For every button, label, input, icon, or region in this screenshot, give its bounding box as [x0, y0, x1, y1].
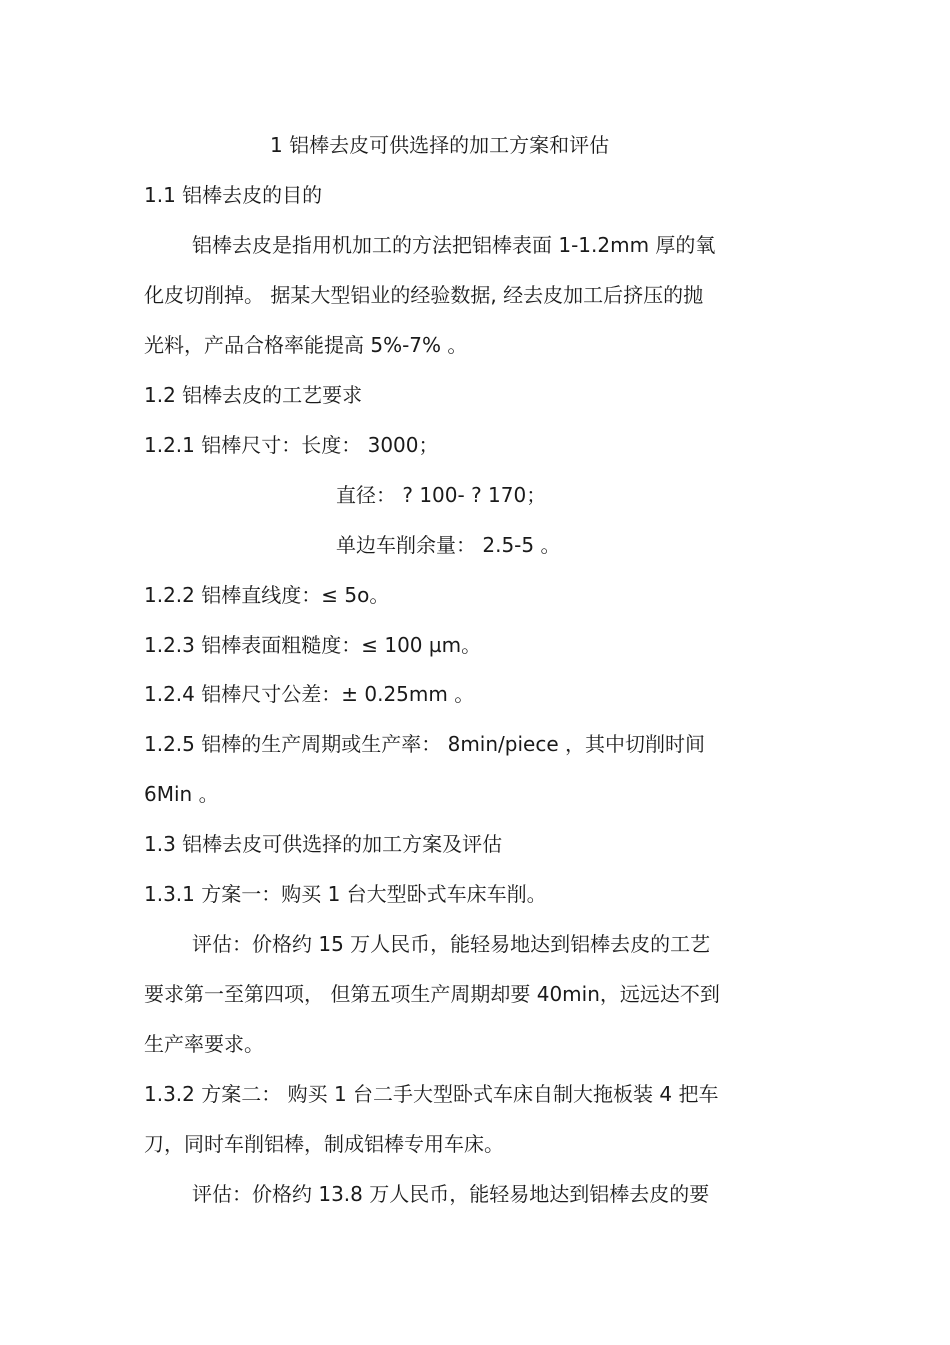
paragraph-line: 光料，产品合格率能提高 5%-7% 。 [144, 333, 468, 357]
list-item: 1.2.5 铝棒的生产周期或生产率： 8min/piece ，其中切削时间 [144, 732, 705, 756]
paragraph-line: 铝棒去皮是指用机加工的方法把铝棒表面 1-1.2mm 厚的氧 [192, 233, 716, 257]
list-item: 1.2.2 铝棒直线度：≤ 5o。 [144, 583, 390, 607]
list-item: 刀，同时车削铝棒，制成铝棒专用车床。 [144, 1132, 504, 1156]
list-item: 1.2.3 铝棒表面粗糙度：≤ 100 µm。 [144, 633, 482, 657]
paragraph-line: 化皮切削掉。 据某大型铝业的经验数据, 经去皮加工后挤压的抛 [144, 283, 704, 307]
section-heading: 1.1 铝棒去皮的目的 [144, 183, 323, 207]
list-item: 直径： ? 100- ? 170； [336, 483, 547, 507]
list-item: 6Min 。 [144, 782, 219, 806]
paragraph-line: 评估：价格约 15 万人民币，能轻易地达到铝棒去皮的工艺 [192, 932, 711, 956]
paragraph-line: 评估：价格约 13.8 万人民币，能轻易地达到铝棒去皮的要 [192, 1182, 710, 1206]
paragraph-line: 生产率要求。 [144, 1032, 264, 1056]
list-item: 1.2.4 铝棒尺寸公差：± 0.25mm 。 [144, 682, 475, 706]
list-item: 1.3.1 方案一：购买 1 台大型卧式车床车削。 [144, 882, 547, 906]
document-title: 1 铝棒去皮可供选择的加工方案和评估 [270, 133, 610, 157]
section-heading: 1.2 铝棒去皮的工艺要求 [144, 383, 363, 407]
list-item: 单边车削余量： 2.5-5 。 [336, 533, 561, 557]
list-item: 1.2.1 铝棒尺寸：长度： 3000； [144, 433, 439, 457]
paragraph-line: 要求第一至第四项， 但第五项生产周期却要 40min，远远达不到 [144, 982, 720, 1006]
list-item: 1.3.2 方案二： 购买 1 台二手大型卧式车床自制大拖板装 4 把车 [144, 1082, 719, 1106]
section-heading: 1.3 铝棒去皮可供选择的加工方案及评估 [144, 832, 503, 856]
